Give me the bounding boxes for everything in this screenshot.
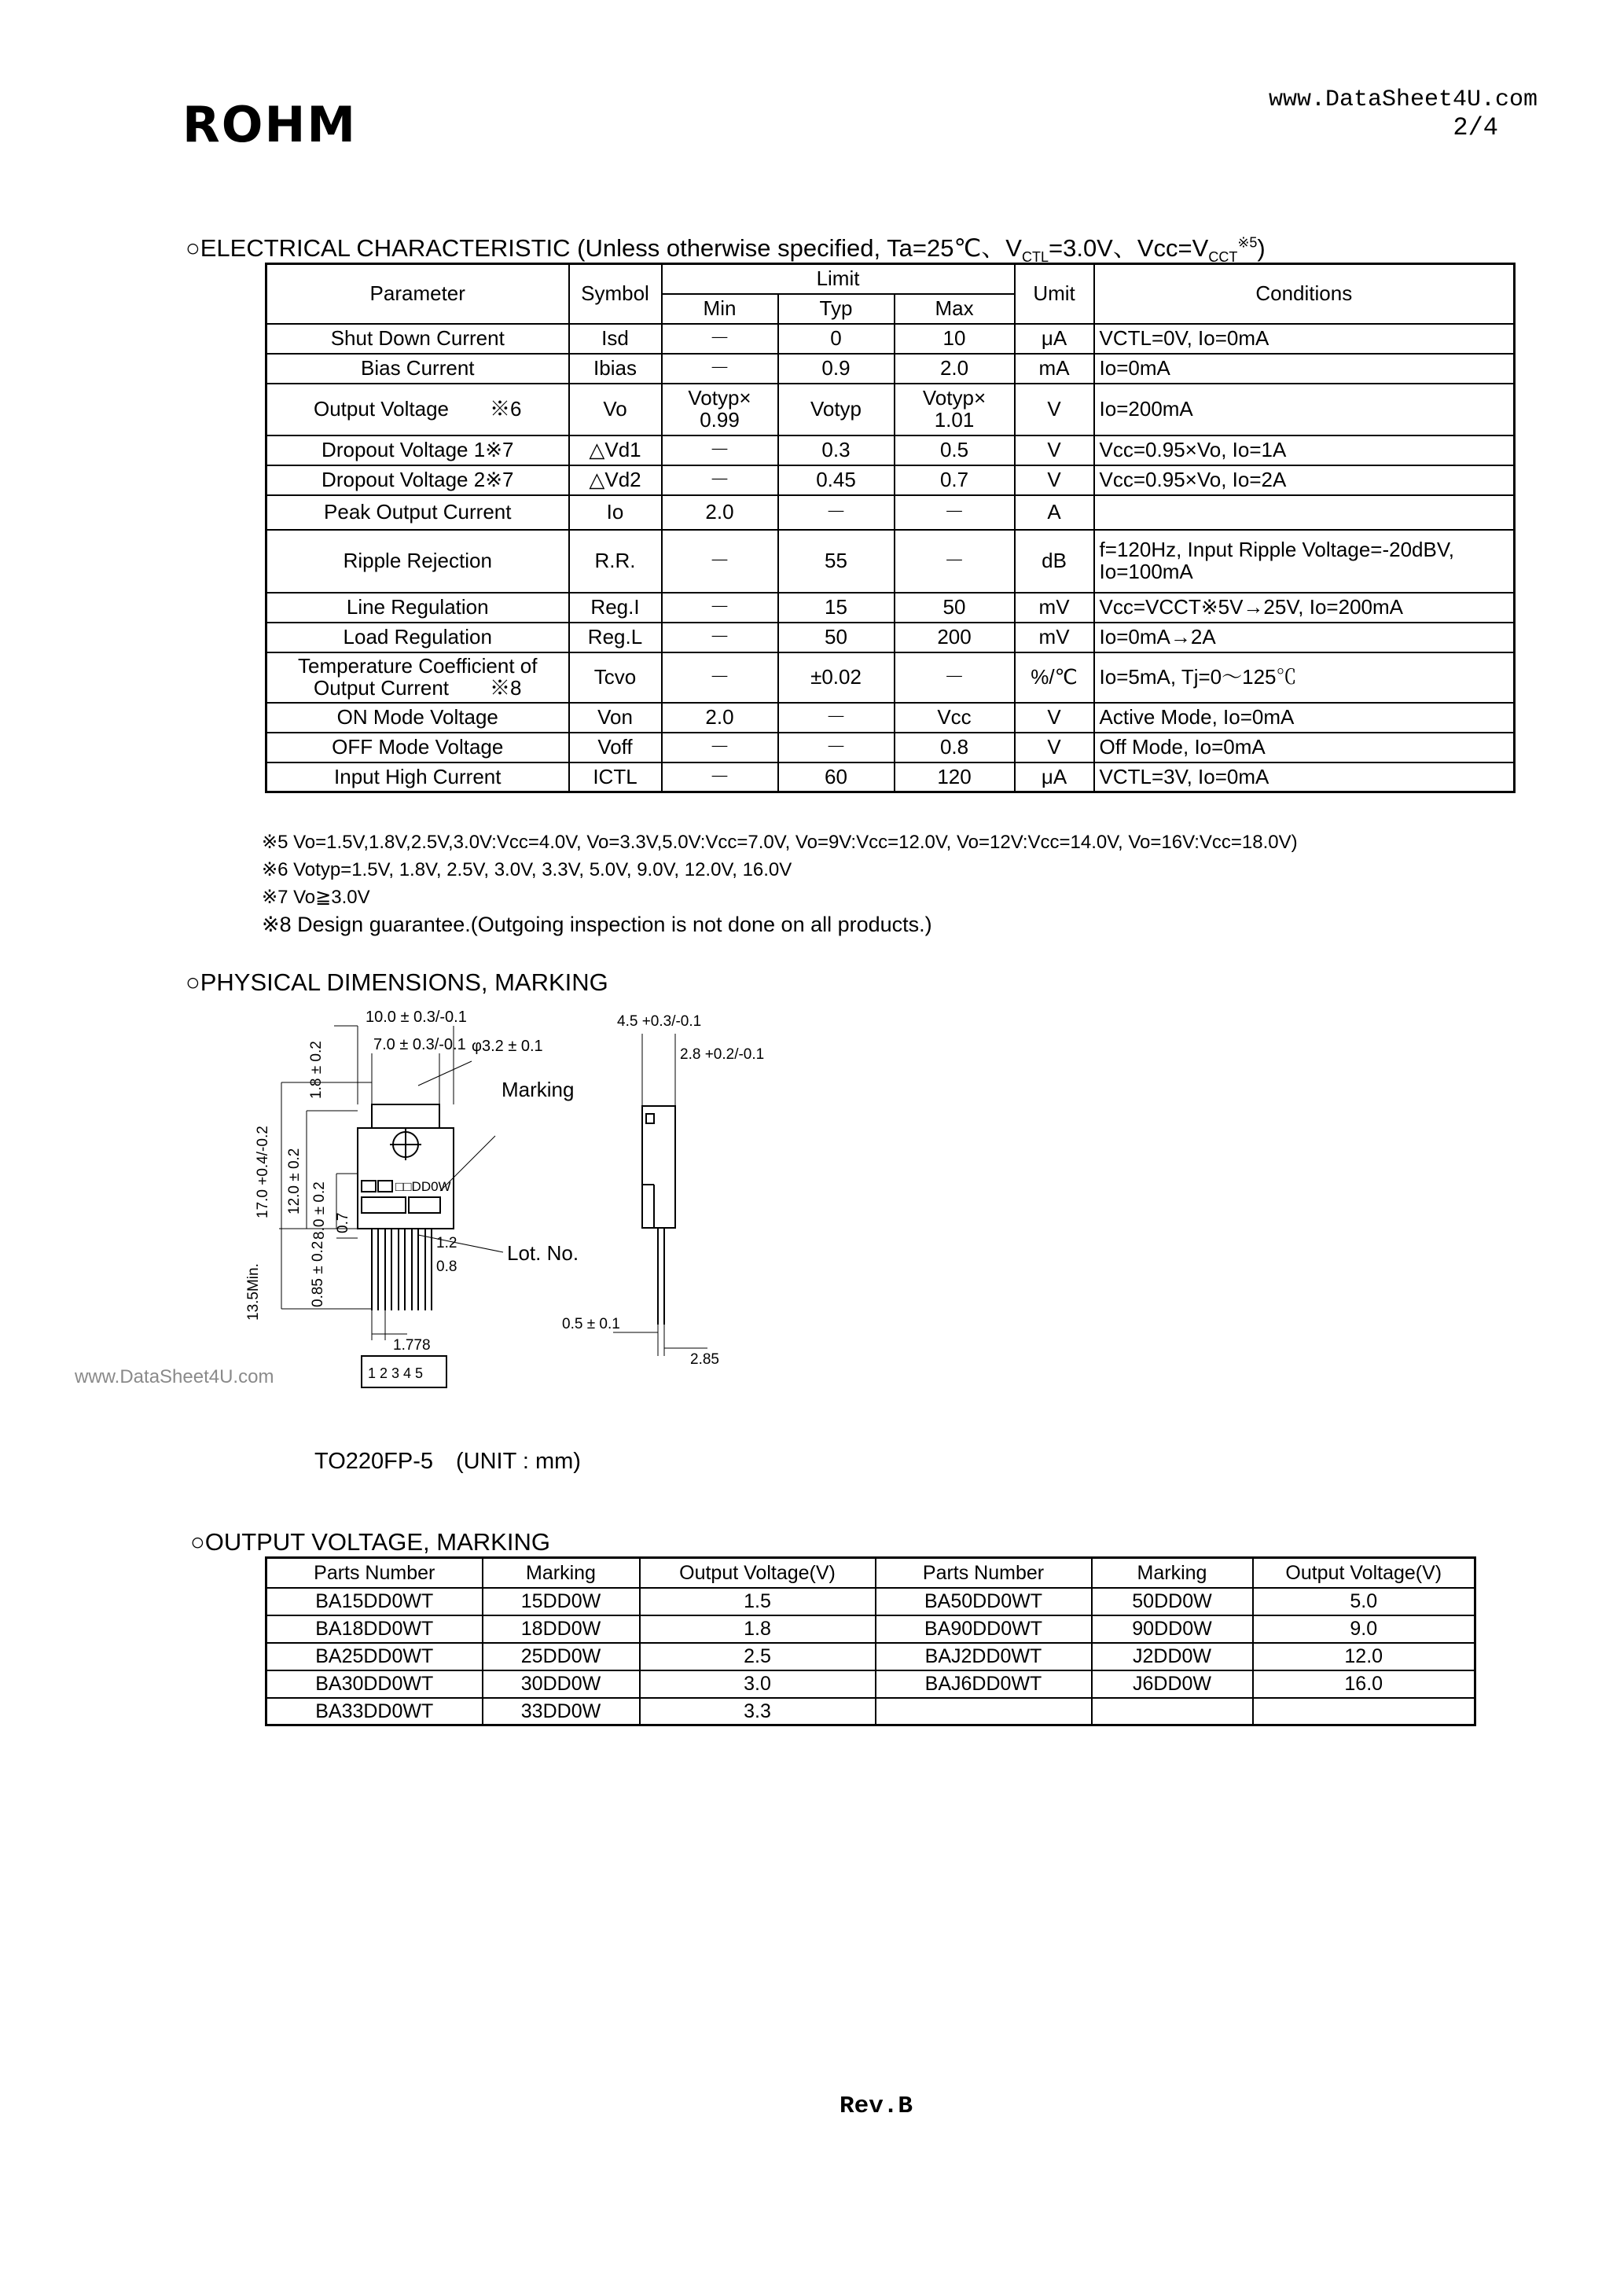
ov-cell: J6DD0W — [1092, 1670, 1253, 1698]
ov-header-voltage-2: Output Voltage(V) — [1253, 1558, 1475, 1588]
cell-param: Load Regulation — [266, 623, 569, 652]
dim-08: 0.8 — [436, 1259, 457, 1275]
cell-unit: V — [1015, 465, 1094, 495]
chip-marking: □□DD0W — [395, 1179, 451, 1194]
cell-min: － — [662, 762, 778, 792]
header-max: Max — [895, 294, 1015, 324]
cell-symbol: Reg.L — [569, 623, 662, 652]
cell-cond — [1094, 495, 1515, 530]
cell-symbol: Ibias — [569, 354, 662, 384]
ov-cell: 1.5 — [640, 1588, 876, 1615]
ov-cell: 5.0 — [1253, 1588, 1475, 1615]
table-row — [266, 324, 1515, 354]
cell-max: 200 — [895, 623, 1015, 652]
dim-thickness: 4.5 +0.3/-0.1 — [617, 1013, 702, 1030]
cell-typ: 0.45 — [778, 465, 895, 495]
cell-unit: mV — [1015, 623, 1094, 652]
cell-cond: Io=200mA — [1094, 384, 1515, 435]
cell-param: Dropout Voltage 2※7 — [266, 465, 569, 495]
ov-cell: 30DD0W — [483, 1670, 640, 1698]
cell-typ: Votyp — [778, 384, 895, 435]
ov-cell: 18DD0W — [483, 1615, 640, 1643]
cell-typ: 55 — [778, 530, 895, 593]
cell-param: Peak Output Current — [266, 495, 569, 530]
dim-height-total: 17.0 +0.4/-0.2 — [255, 1126, 271, 1218]
table-row — [266, 703, 1515, 733]
cell-symbol: Io — [569, 495, 662, 530]
ov-cell: 15DD0W — [483, 1588, 640, 1615]
cell-typ: ±0.02 — [778, 652, 895, 703]
ov-cell: 3.3 — [640, 1698, 876, 1725]
cell-param: Output Voltage ※6 — [266, 384, 569, 435]
table-row — [266, 465, 1515, 495]
table-row — [266, 652, 1515, 703]
cell-symbol: Reg.I — [569, 593, 662, 623]
header-parameter: Parameter — [266, 264, 569, 324]
cell-cond: Off Mode, Io=0mA — [1094, 733, 1515, 762]
cell-min: － — [662, 435, 778, 465]
cell-symbol: Tcvo — [569, 652, 662, 703]
cell-param: ON Mode Voltage — [266, 703, 569, 733]
cell-max: 50 — [895, 593, 1015, 623]
ov-cell: BAJ2DD0WT — [876, 1643, 1092, 1670]
cell-typ: 15 — [778, 593, 895, 623]
cell-max: 120 — [895, 762, 1015, 792]
electrical-title: ○ELECTRICAL CHARACTERISTIC (Unless otherwise specified, Ta=25℃、$V_{CTL}=3.0V$、$Vcc=V_{CCT}^{※5}$) — [186, 234, 1266, 266]
ov-header-parts-1: Parts Number — [266, 1558, 483, 1588]
cell-min: 2.0 — [662, 703, 778, 733]
ov-cell: BA15DD0WT — [266, 1588, 483, 1615]
cell-unit: %/℃ — [1015, 652, 1094, 703]
table-row — [266, 762, 1515, 792]
note-8: ※8 Design guarantee.(Outgoing inspection is not done on all products.) — [262, 913, 932, 936]
dim-width-total: 10.0 ± 0.3/-0.1 — [366, 1009, 467, 1026]
cell-typ: － — [778, 703, 895, 733]
ov-header-parts-2: Parts Number — [876, 1558, 1092, 1588]
cell-typ: － — [778, 733, 895, 762]
label-marking: Marking — [502, 1078, 575, 1101]
ov-cell: BA30DD0WT — [266, 1670, 483, 1698]
cell-unit: V — [1015, 733, 1094, 762]
note-5: ※5 Vo=1.5V,1.8V,2.5V,3.0V:Vcc=4.0V, Vo=3.3V,5.0V:Vcc=7.0V, Vo=9V:Vcc=12.0V, Vo=12V:Vcc=14.0V, Vo=16V:Vcc=18.0V) — [262, 832, 1298, 853]
ov-cell: 3.0 — [640, 1670, 876, 1698]
ov-cell: BA33DD0WT — [266, 1698, 483, 1725]
side-body — [642, 1106, 675, 1228]
dim-05: 0.5 ± 0.1 — [562, 1316, 620, 1332]
cell-cond: Io=0mA→2A — [1094, 623, 1515, 652]
dim-height-top: 1.8 ± 0.2 — [308, 1041, 325, 1099]
rohm-logo: ROHM — [182, 96, 358, 153]
cell-unit: dB — [1015, 530, 1094, 593]
mark-box-1 — [362, 1181, 376, 1192]
dim-height-body: 12.0 ± 0.2 — [286, 1148, 303, 1214]
pin-numbers: 1 2 3 4 5 — [368, 1365, 424, 1381]
ov-cell: 1.8 — [640, 1615, 876, 1643]
output-voltage-table — [265, 1556, 1476, 1726]
cell-min: － — [662, 593, 778, 623]
cell-param: Temperature Coefficient of Output Current ※8 — [266, 652, 569, 703]
side-view — [613, 1034, 707, 1356]
cell-min: － — [662, 530, 778, 593]
header-conditions: Conditions — [1094, 264, 1515, 324]
cell-symbol: △Vd1 — [569, 435, 662, 465]
cell-cond: Io=0mA — [1094, 354, 1515, 384]
cell-cond: VCTL=3V, Io=0mA — [1094, 762, 1515, 792]
ov-cell: 12.0 — [1253, 1643, 1475, 1670]
cell-cond: Vcc=VCCT※5V→25V, Io=200mA — [1094, 593, 1515, 623]
cell-typ: 0.9 — [778, 354, 895, 384]
cell-param: Input High Current — [266, 762, 569, 792]
header-limit: Limit — [662, 264, 1015, 294]
cell-symbol: △Vd2 — [569, 465, 662, 495]
table-row — [266, 530, 1515, 593]
cell-cond: f=120Hz, Input Ripple Voltage=-20dBV, Io=100mA — [1094, 530, 1515, 593]
ov-cell: 9.0 — [1253, 1615, 1475, 1643]
cell-param: Shut Down Current — [266, 324, 569, 354]
table-row — [266, 1698, 1475, 1725]
ov-cell — [876, 1698, 1092, 1725]
cell-typ: 50 — [778, 623, 895, 652]
cell-unit: mA — [1015, 354, 1094, 384]
table-row — [266, 495, 1515, 530]
cell-param: Bias Current — [266, 354, 569, 384]
label-lot: Lot. No. — [507, 1241, 579, 1265]
ov-cell — [1253, 1698, 1475, 1725]
cell-typ: 0 — [778, 324, 895, 354]
ov-cell: J2DD0W — [1092, 1643, 1253, 1670]
mark-box-2 — [378, 1181, 392, 1192]
ov-cell — [1092, 1698, 1253, 1725]
note-6: ※6 Votyp=1.5V, 1.8V, 2.5V, 3.0V, 3.3V, 5.0V, 9.0V, 12.0V, 16.0V — [262, 859, 792, 880]
dim-285: 2.85 — [690, 1351, 719, 1368]
cell-min: － — [662, 623, 778, 652]
cell-max: 0.7 — [895, 465, 1015, 495]
dim-07: 0.7 — [335, 1212, 351, 1233]
cell-symbol: Von — [569, 703, 662, 733]
cell-unit: V — [1015, 384, 1094, 435]
ov-cell: 16.0 — [1253, 1670, 1475, 1698]
table-row — [266, 1588, 1475, 1615]
cell-cond: Io=5mA, Tj=0～125℃ — [1094, 652, 1515, 703]
cell-max: Votyp× 1.01 — [895, 384, 1015, 435]
cell-max: 0.5 — [895, 435, 1015, 465]
dim-pitch: 1.778 — [393, 1337, 431, 1354]
cell-cond: Vcc=0.95×Vo, Io=2A — [1094, 465, 1515, 495]
ov-cell: 90DD0W — [1092, 1615, 1253, 1643]
cell-unit: V — [1015, 703, 1094, 733]
header-typ: Typ — [778, 294, 895, 324]
package-caption: TO220FP-5 (UNIT : mm) — [314, 1449, 581, 1474]
table-row — [266, 623, 1515, 652]
dim-28: 2.8 +0.2/-0.1 — [680, 1046, 765, 1063]
output-table-body — [266, 1588, 1475, 1725]
ov-cell: BA18DD0WT — [266, 1615, 483, 1643]
cell-min: Votyp× 0.99 — [662, 384, 778, 435]
dim-hole: φ3.2 ± 0.1 — [472, 1038, 543, 1055]
cell-unit: mV — [1015, 593, 1094, 623]
output-title: ○OUTPUT VOLTAGE, MARKING — [190, 1528, 550, 1556]
cell-symbol: Vo — [569, 384, 662, 435]
cell-param: Dropout Voltage 1※7 — [266, 435, 569, 465]
cell-param: Line Regulation — [266, 593, 569, 623]
table-row — [266, 435, 1515, 465]
table-row — [266, 1670, 1475, 1698]
table-row — [266, 384, 1515, 435]
cell-param: Ripple Rejection — [266, 530, 569, 593]
cell-max: － — [895, 530, 1015, 593]
dim-height-lower: 8.0 ± 0.2 — [311, 1181, 328, 1240]
side-hole — [646, 1114, 654, 1123]
ov-cell: 25DD0W — [483, 1643, 640, 1670]
package-dimension-drawing — [236, 994, 833, 1403]
ov-cell: 2.5 — [640, 1643, 876, 1670]
cell-typ: 0.3 — [778, 435, 895, 465]
ov-cell: 33DD0W — [483, 1698, 640, 1725]
lot-box-2 — [409, 1197, 440, 1213]
table-row — [266, 733, 1515, 762]
cell-max: 2.0 — [895, 354, 1015, 384]
dim-lead-length: 13.5Min. — [245, 1263, 262, 1321]
ov-header-voltage-1: Output Voltage(V) — [640, 1558, 876, 1588]
cell-symbol: Isd — [569, 324, 662, 354]
table-row — [266, 354, 1515, 384]
cell-cond: Active Mode, Io=0mA — [1094, 703, 1515, 733]
ov-cell: BA25DD0WT — [266, 1643, 483, 1670]
cell-symbol: R.R. — [569, 530, 662, 593]
lot-box-1 — [362, 1197, 406, 1213]
table-row — [266, 1643, 1475, 1670]
note-7: ※7 Vo≧3.0V — [262, 887, 370, 908]
cell-min: － — [662, 354, 778, 384]
ov-header-marking-2: Marking — [1092, 1558, 1253, 1588]
cell-cond: VCTL=0V, Io=0mA — [1094, 324, 1515, 354]
electrical-table-body — [266, 324, 1515, 792]
ov-cell: BA90DD0WT — [876, 1615, 1092, 1643]
cell-max: － — [895, 495, 1015, 530]
cell-max: 0.8 — [895, 733, 1015, 762]
cell-typ: 60 — [778, 762, 895, 792]
cell-min: 2.0 — [662, 495, 778, 530]
cell-min: － — [662, 324, 778, 354]
cell-min: － — [662, 733, 778, 762]
table-row — [266, 1615, 1475, 1643]
ov-header-marking-1: Marking — [483, 1558, 640, 1588]
cell-cond: Vcc=0.95×Vo, Io=1A — [1094, 435, 1515, 465]
header-min: Min — [662, 294, 778, 324]
cell-unit: V — [1015, 435, 1094, 465]
footnotes — [262, 829, 1298, 939]
cell-min: － — [662, 465, 778, 495]
cell-unit: A — [1015, 495, 1094, 530]
cell-symbol: ICTL — [569, 762, 662, 792]
site-watermark[interactable]: www.DataSheet4U.com — [75, 1366, 274, 1387]
ov-cell: BAJ6DD0WT — [876, 1670, 1092, 1698]
header-symbol: Symbol — [569, 264, 662, 324]
cell-max: 10 — [895, 324, 1015, 354]
dim-width-inner: 7.0 ± 0.3/-0.1 — [373, 1036, 466, 1053]
dim-12: 1.2 — [436, 1235, 457, 1251]
dim-085: 0.85 ± 0.2 — [310, 1240, 326, 1307]
cell-symbol: Voff — [569, 733, 662, 762]
page-number: 2/4 — [1453, 113, 1498, 142]
cell-unit: μA — [1015, 762, 1094, 792]
electrical-characteristic-table — [265, 263, 1516, 793]
site-url[interactable]: www.DataSheet4U.com — [1268, 86, 1538, 113]
header-unit: Umit — [1015, 264, 1094, 324]
ov-cell: 50DD0W — [1092, 1588, 1253, 1615]
tab-top — [372, 1104, 439, 1128]
cell-unit: μA — [1015, 324, 1094, 354]
physical-title: ○PHYSICAL DIMENSIONS, MARKING — [186, 968, 608, 996]
cell-min: － — [662, 652, 778, 703]
ov-cell: BA50DD0WT — [876, 1588, 1092, 1615]
cell-max: － — [895, 652, 1015, 703]
table-row — [266, 593, 1515, 623]
cell-max: Vcc — [895, 703, 1015, 733]
cell-param: OFF Mode Voltage — [266, 733, 569, 762]
revision: Rev.B — [840, 2093, 913, 2120]
cell-typ: － — [778, 495, 895, 530]
